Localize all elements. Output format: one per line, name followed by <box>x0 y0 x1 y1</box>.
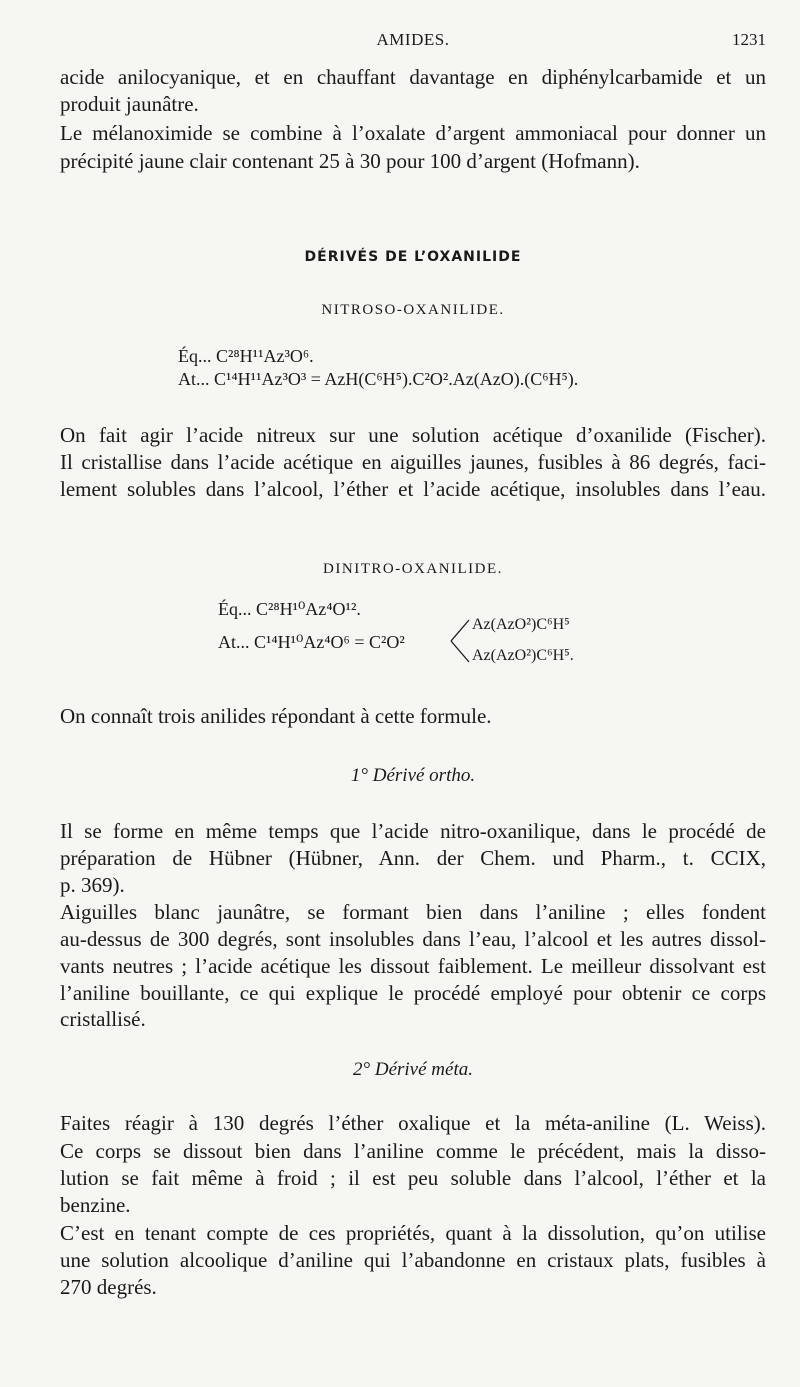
meta-line-6: une solution alcoolique d’aniline qui l’abandonne en cristaux plats, fusibles à <box>60 1248 766 1272</box>
nitroso-line-3: lement solubles dans l’alcool, l’éther et l’acide acétique, insolubles dans l’eau. <box>60 477 766 501</box>
meta-line-7: 270 degrés. <box>60 1275 157 1299</box>
running-head: AMIDES. <box>376 30 450 49</box>
meta-line-2: Ce corps se dissout bien dans l’aniline comme le précédent, mais la disso- <box>60 1139 766 1163</box>
ortho-line-5: au-dessus de 300 degrés, sont insolubles dans l’eau, l’alcool et les autres dissol- <box>60 927 766 951</box>
nitroso-heading: NITROSO-OXANILIDE. <box>321 302 505 318</box>
ortho-heading-text: 1° Dérivé ortho. <box>350 765 476 786</box>
nitroso-line-2: Il cristallise dans l’acide acétique en aiguilles jaunes, fusibles à 86 degrés, faci- <box>60 450 766 474</box>
dinitro-eq-formula: Éq... C²⁸H¹⁰Az⁴O¹². <box>218 599 361 619</box>
meta-heading <box>60 1059 766 1081</box>
intro-line-2: produit jaunâtre. <box>60 92 199 116</box>
ortho-line-7: l’aniline bouillante, ce qui explique le procédé employé pour obtenir ce corps <box>60 981 766 1005</box>
intro-line-1: acide anilocyanique, et en chauffant davantage en diphénylcarbamide et un <box>60 65 766 89</box>
intro-line-4: précipité jaune clair contenant 25 à 30 pour 100 d’argent (Hofmann). <box>60 149 640 173</box>
meta-line-3: lution se fait même à froid ; il est peu soluble dans l’alcool, l’éther et la <box>60 1166 766 1190</box>
intro-line-3: Le mélanoximide se combine à l’oxalate d’argent ammoniacal pour donner un <box>60 121 766 145</box>
ortho-line-2: préparation de Hübner (Hübner, Ann. der Chem. und Pharm., t. CCIX, <box>60 846 766 870</box>
dinitro-heading: DINITRO-OXANILIDE. <box>323 561 503 577</box>
ortho-line-8: cristallisé. <box>60 1007 146 1031</box>
page-number: 1231 <box>732 30 766 49</box>
meta-line-5: C’est en tenant compte de ces propriétés, quant à la dissolution, qu’on utilise <box>60 1221 766 1245</box>
dinitro-branch-bottom: Az(AzO²)C⁶H⁵. <box>472 647 574 664</box>
dinitro-at-formula: At... C¹⁴H¹⁰Az⁴O⁶ = C²O² <box>218 632 405 652</box>
meta-line-4: benzine. <box>60 1193 131 1217</box>
meta-line-1: Faites réagir à 130 degrés l’éther oxalique et la méta-aniline (L. Weiss). <box>60 1111 766 1135</box>
ortho-line-4: Aiguilles blanc jaunâtre, se formant bien dans l’aniline ; elles fondent <box>60 900 766 924</box>
section-title: DÉRIVÉS DE L’OXANILIDE <box>304 249 522 265</box>
ortho-line-3: p. 369). <box>60 873 125 897</box>
nitroso-eq-formula: Éq... C²⁸H¹¹Az³O⁶. <box>178 346 314 366</box>
nitroso-line-1: On fait agir l’acide nitreux sur une solution acétique d’oxanilide (Fischer). <box>60 423 766 447</box>
ortho-line-1: Il se forme en même temps que l’acide nitro-oxanilique, dans le procédé de <box>60 819 766 843</box>
dinitro-line: On connaît trois anilides répondant à cette formule. <box>60 704 492 728</box>
dinitro-branch-top: Az(AzO²)C⁶H⁵ <box>472 616 570 633</box>
ortho-heading <box>60 765 766 787</box>
branch-bracket-icon <box>449 616 471 666</box>
nitroso-at-formula: At... C¹⁴H¹¹Az³O³ = AzH(C⁶H⁵).C²O².Az(AzO).(C⁶H⁵). <box>178 369 579 389</box>
ortho-line-6: vants neutres ; l’acide acétique les dissout faiblement. Le meilleur dissolvant est <box>60 954 766 978</box>
meta-heading-text: 2° Dérivé méta. <box>353 1059 473 1080</box>
page-header <box>60 30 766 56</box>
